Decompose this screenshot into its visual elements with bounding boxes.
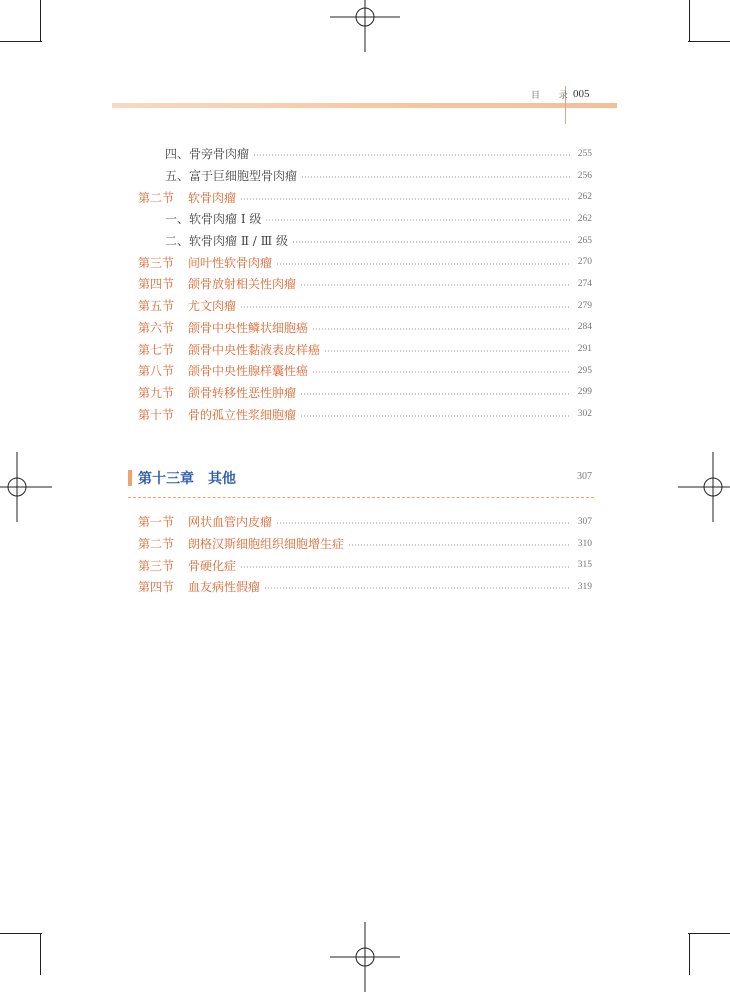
toc-subsection-title: 二、软骨肉瘤 Ⅱ / Ⅲ 级 — [165, 234, 289, 249]
toc-entry[interactable] — [138, 576, 592, 598]
toc-section-title: 骨的孤立性浆细胞瘤 — [188, 407, 297, 422]
toc-page-number: 265 — [577, 235, 592, 246]
toc-subsection-title: 四、骨旁骨肉瘤 — [165, 147, 250, 162]
crop-mark — [40, 933, 41, 975]
registration-mark-bottom — [330, 922, 400, 992]
crop-mark — [689, 0, 690, 42]
toc-entry[interactable] — [138, 230, 592, 252]
toc-subsection-title: 五、富于巨细胞型骨肉瘤 — [165, 169, 298, 184]
chapter-page: 307 — [577, 471, 592, 482]
dot-leader — [276, 522, 570, 525]
toc-page-number: 295 — [577, 365, 592, 376]
toc-section-number: 第二节 — [138, 537, 175, 552]
registration-mark-left — [0, 452, 52, 522]
crop-mark — [40, 0, 41, 42]
toc-page-number: 299 — [577, 387, 592, 398]
toc-page-number: 279 — [577, 300, 592, 311]
toc-entry[interactable] — [138, 165, 592, 187]
registration-mark-top — [330, 0, 400, 52]
toc-page-number: 262 — [577, 213, 592, 224]
toc-page-number: 319 — [577, 581, 592, 592]
toc-section-number: 第九节 — [138, 385, 175, 400]
toc-entry[interactable] — [138, 338, 592, 360]
toc-entry[interactable] — [138, 143, 592, 165]
dot-leader — [240, 565, 570, 568]
dot-leader — [300, 284, 570, 287]
toc-page-number: 262 — [577, 192, 592, 203]
crop-mark — [689, 933, 690, 975]
toc-list — [138, 511, 592, 598]
dot-leader — [240, 197, 570, 200]
toc-page-number: 270 — [577, 257, 592, 268]
toc-section-title: 尤文肉瘤 — [188, 299, 237, 314]
toc-page-number: 307 — [577, 516, 592, 527]
toc-entry[interactable] — [138, 295, 592, 317]
toc-entry[interactable] — [138, 273, 592, 295]
dot-leader — [264, 587, 570, 590]
toc-section-number: 第四节 — [138, 580, 175, 595]
crop-mark — [688, 933, 730, 934]
toc-section-title: 颌骨转移性恶性肿瘤 — [188, 385, 297, 400]
toc-page-number: 274 — [577, 278, 592, 289]
toc-entry[interactable] — [138, 403, 592, 425]
running-header-page: 005 — [573, 88, 590, 100]
dot-leader — [300, 392, 570, 395]
toc-page-number: 255 — [577, 148, 592, 159]
chapter-marker — [128, 470, 132, 486]
dot-leader — [312, 327, 570, 330]
toc-entry[interactable] — [138, 251, 592, 273]
dot-leader — [292, 241, 570, 244]
header-bar — [112, 103, 617, 108]
running-header-label: 目 录 — [531, 91, 576, 101]
toc-subsection-title: 一、软骨肉瘤 Ⅰ 级 — [165, 212, 262, 227]
toc-page-number: 315 — [577, 560, 592, 571]
dot-leader — [276, 262, 570, 265]
toc-entry[interactable] — [138, 208, 592, 230]
dot-leader — [348, 544, 570, 547]
toc-entry[interactable] — [138, 317, 592, 339]
toc-entry[interactable] — [138, 554, 592, 576]
dot-leader — [265, 219, 570, 222]
toc-entry[interactable] — [138, 533, 592, 555]
dot-leader — [253, 154, 570, 157]
toc-section-number: 第六节 — [138, 320, 175, 335]
toc-section-number: 第十节 — [138, 407, 175, 422]
toc-list — [138, 143, 592, 425]
dot-leader — [324, 349, 570, 352]
toc-section-title: 骨硬化症 — [188, 558, 237, 573]
toc-section-title: 网状血管内皮瘤 — [188, 515, 273, 530]
dot-leader — [301, 176, 570, 179]
chapter-heading[interactable] — [128, 467, 592, 489]
toc-section-number: 第三节 — [138, 558, 175, 573]
chapter-divider — [128, 497, 594, 499]
toc-page-number: 302 — [577, 409, 592, 420]
dot-leader — [312, 371, 570, 374]
toc-section-number: 第二节 — [138, 190, 175, 205]
registration-mark-right — [678, 452, 730, 522]
dot-leader — [240, 306, 570, 309]
chapter-title: 第十三章 其他 — [138, 471, 236, 487]
toc-entry[interactable] — [138, 360, 592, 382]
toc-section-title: 间叶性软骨肉瘤 — [188, 255, 273, 270]
crop-mark — [688, 41, 730, 42]
toc-entry[interactable] — [138, 511, 592, 533]
dot-leader — [300, 414, 570, 417]
toc-entry[interactable] — [138, 186, 592, 208]
toc-section-number: 第三节 — [138, 255, 175, 270]
toc-section-title: 朗格汉斯细胞组织细胞增生症 — [188, 537, 345, 552]
toc-section-number: 第七节 — [138, 342, 175, 357]
toc-section-title: 颌骨中央性鳞状细胞癌 — [188, 320, 309, 335]
toc-section-title: 颌骨中央性黏液表皮样癌 — [188, 342, 321, 357]
toc-section-title: 颌骨中央性腺样囊性癌 — [188, 364, 309, 379]
crop-mark — [0, 933, 42, 934]
toc-page-number: 291 — [577, 344, 592, 355]
toc-section-title: 颌骨放射相关性肉瘤 — [188, 277, 297, 292]
toc-page-number: 310 — [577, 538, 592, 549]
toc-section-number: 第八节 — [138, 364, 175, 379]
toc-entry[interactable] — [138, 382, 592, 404]
toc-page-number: 284 — [577, 322, 592, 333]
crop-mark — [0, 41, 42, 42]
toc-section-title: 血友病性假瘤 — [188, 580, 261, 595]
toc-section-number: 第五节 — [138, 299, 175, 314]
toc-page-number: 256 — [577, 170, 592, 181]
toc-section-number: 第一节 — [138, 515, 175, 530]
toc-section-title: 软骨肉瘤 — [188, 190, 237, 205]
toc-section-number: 第四节 — [138, 277, 175, 292]
